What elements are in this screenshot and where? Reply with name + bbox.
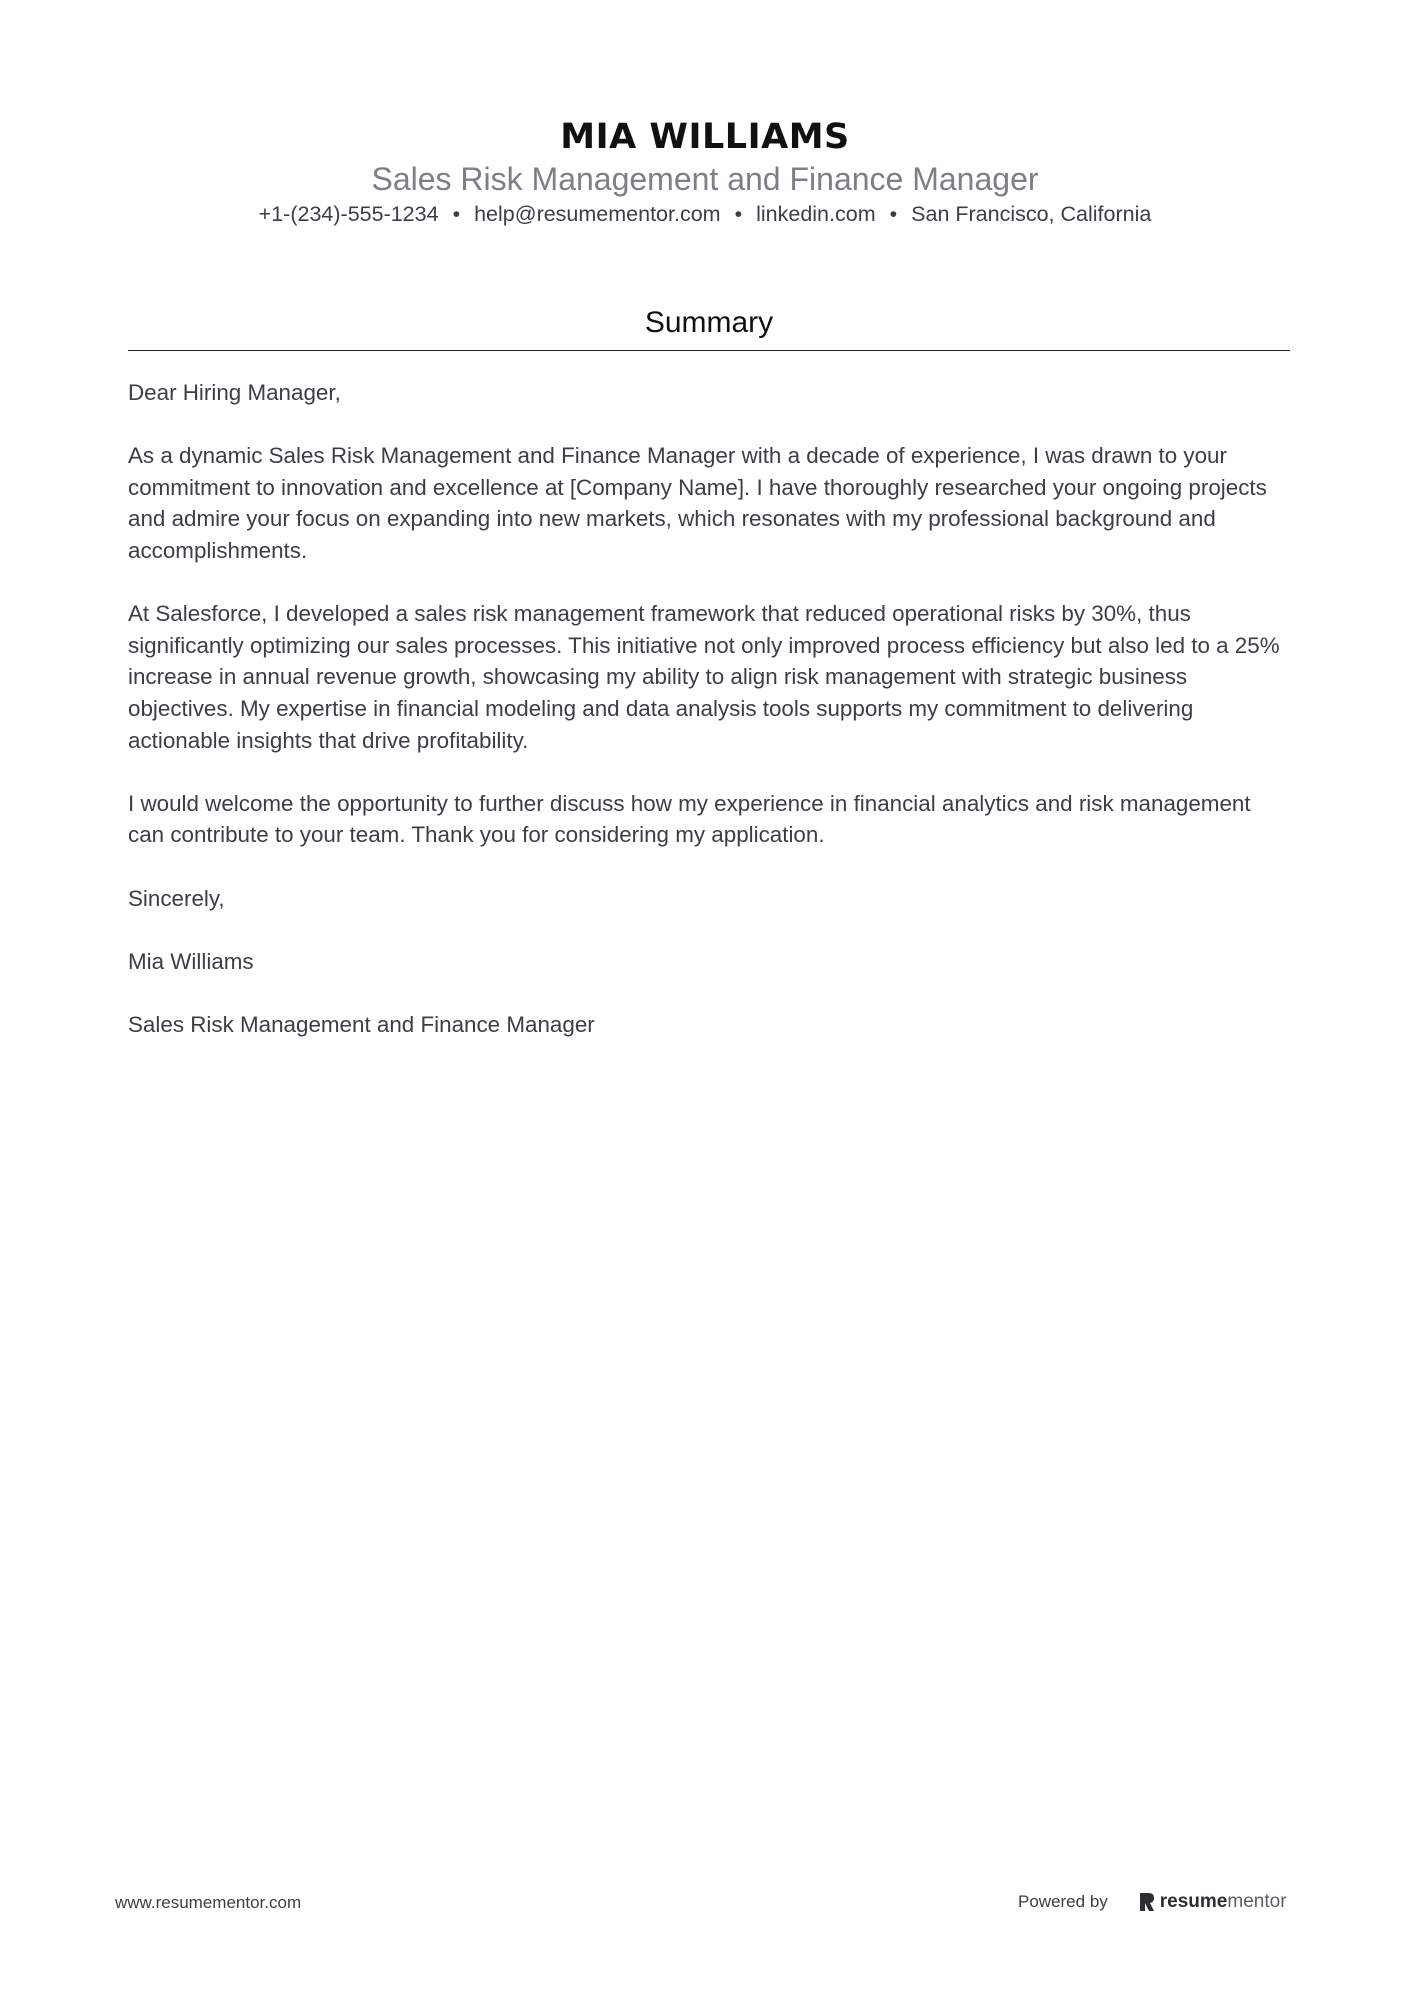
candidate-title: Sales Risk Management and Finance Manager (371, 161, 1039, 197)
contact-website[interactable]: linkedin.com (756, 202, 876, 226)
brand-name-part2: mentor (1227, 1891, 1287, 1912)
letter-paragraph: As a dynamic Sales Risk Management and Finance Manager with a decade of experience, I was drawn to your commitment to innovation and excellence at [Company Name]. I have thoroughly researched your ongoing projects and admire your focus on expanding into new markets, which resonates with my professional background and accomplishments. (128, 443, 1267, 563)
contact-line (0, 199, 1410, 229)
section-divider (128, 350, 1290, 351)
letter-closing: Sincerely, (128, 885, 225, 911)
footer-website[interactable]: www.resumementor.com (115, 1893, 302, 1912)
contact-separator: • (889, 202, 898, 226)
candidate-name: MIA WILLIAMS (560, 117, 850, 157)
letter-paragraph: At Salesforce, I developed a sales risk management framework that reduced operational risks by 30%, thus significantly optimizing our sales processes. This initiative not only improved process efficiency but also led to a 25% increase in annual revenue growth, showcasing my ability to align risk management with strategic business objectives. My expertise in financial modeling and data analysis tools supports my commitment to delivering actionable insights that drive profitability. (128, 601, 1280, 753)
footer-branding (1018, 1888, 1287, 1916)
brand-logo[interactable] (1138, 1891, 1287, 1913)
section-heading-summary: Summary (644, 306, 774, 339)
contact-email[interactable]: help@resumementor.com (474, 202, 721, 226)
signature-title: Sales Risk Management and Finance Manager (128, 1011, 595, 1037)
contact-location: San Francisco, California (911, 202, 1152, 226)
contact-separator: • (734, 202, 743, 226)
contact-phone: +1-(234)-555-1234 (258, 202, 439, 226)
letter-body (128, 377, 1290, 1072)
powered-by-label: Powered by (1018, 1892, 1108, 1911)
letter-paragraph: I would welcome the opportunity to further discuss how my experience in financial analytics and risk management can contribute to your team. Thank you for considering my application. (128, 790, 1251, 848)
letter-greeting: Dear Hiring Manager, (128, 380, 341, 405)
signature-name: Mia Williams (128, 948, 254, 974)
resume-header (0, 113, 1410, 229)
brand-mark-icon (1138, 1891, 1156, 1913)
contact-separator: • (452, 202, 461, 226)
brand-name-part1: resume (1159, 1891, 1228, 1912)
